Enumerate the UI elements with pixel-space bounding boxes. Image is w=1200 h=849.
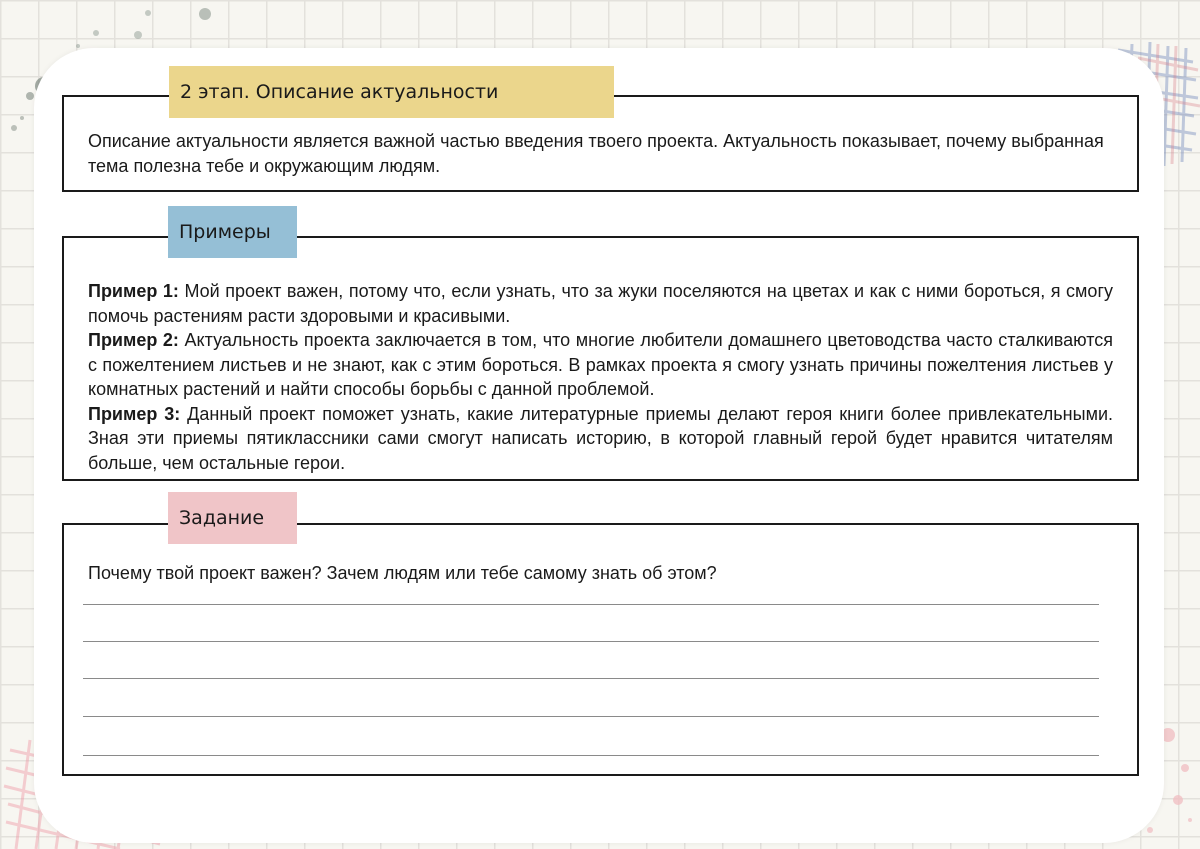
example-label: Пример 2:	[88, 330, 179, 350]
answer-line-2[interactable]	[83, 641, 1099, 642]
answer-line-3[interactable]	[83, 678, 1099, 679]
examples-list	[88, 279, 1113, 475]
example-item-1	[88, 279, 1113, 328]
stage-title-tag: 2 этап. Описание актуальности	[169, 66, 614, 118]
answer-line-5[interactable]	[83, 755, 1099, 756]
stage-description-text: Описание актуальности является важной частью введения твоего проекта. Актуальность показывает, почему выбранная тема полезна тебе и окружающим людям.	[88, 131, 1104, 176]
answer-line-1[interactable]	[83, 604, 1099, 605]
task-question: Почему твой проект важен? Зачем людям или тебе самому знать об этом?	[88, 563, 717, 583]
example-item-3	[88, 402, 1113, 476]
examples-title-tag: Примеры	[168, 206, 297, 258]
task-title-tag: Задание	[168, 492, 297, 544]
example-item-2	[88, 328, 1113, 402]
example-text: Данный проект поможет узнать, какие литературные приемы делают героя книги более привлекательными. Зная эти приемы пятиклассники сами смогут написать историю, в которой главный герой будет нравится читателям больше, чем остальные герои.	[88, 403, 1113, 473]
example-label: Пример 3:	[88, 403, 181, 424]
example-text: Актуальность проекта заключается в том, что многие любители домашнего цветоводства часто сталкиваются с пожелтением листьев и не знают, как с этим бороться. В рамках проекта я смогу узнать причины пожелтения листьев у комнатных растений и найти способы борьбы с данной проблемой.	[88, 330, 1114, 399]
example-text: Мой проект важен, потому что, если узнать, что за жуки поселяются на цветах и как с ними бороться, я смогу помочь растениям расти здоровыми и красивыми.	[88, 281, 1114, 326]
example-label: Пример 1:	[88, 281, 179, 301]
answer-line-4[interactable]	[83, 716, 1099, 717]
